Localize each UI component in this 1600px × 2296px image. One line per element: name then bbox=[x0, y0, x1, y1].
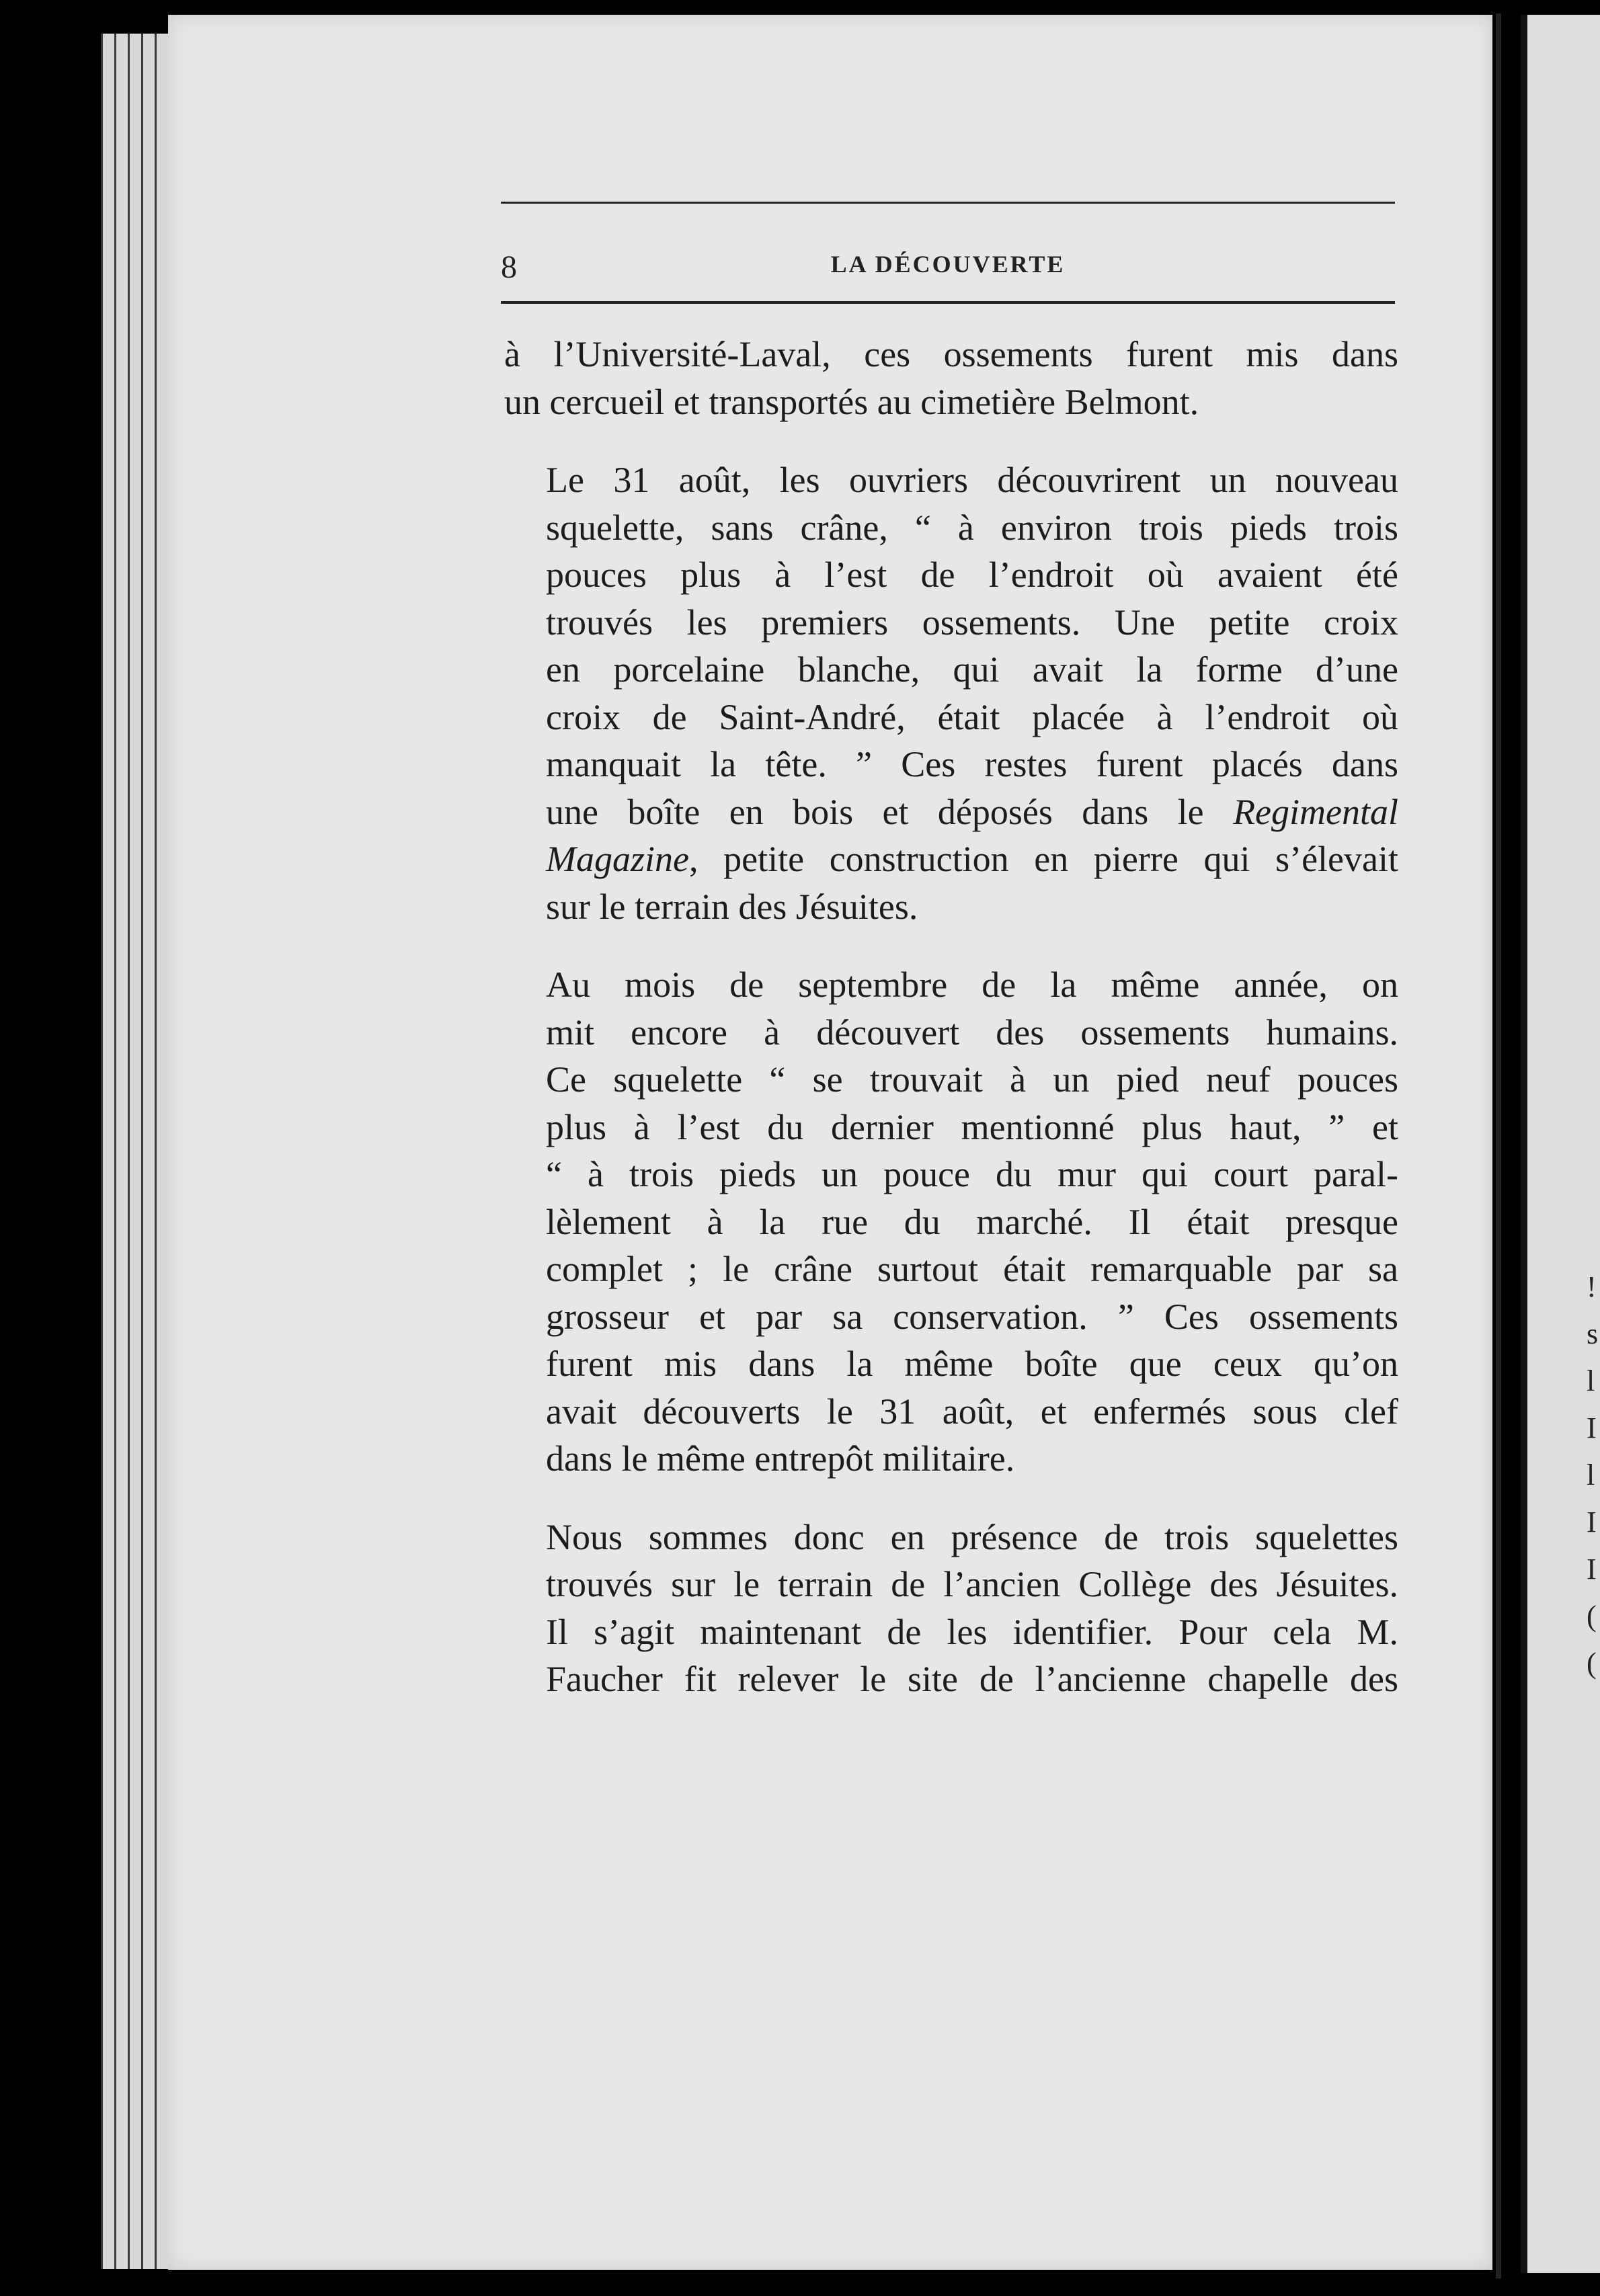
text-line: mit encore à découvert des ossements humains. bbox=[546, 1012, 1398, 1053]
text-line: trouvés les premiers ossements. Une petite croix bbox=[546, 602, 1398, 643]
text-line bbox=[504, 788, 1398, 836]
paragraph bbox=[504, 1514, 1398, 1703]
body-text bbox=[504, 331, 1398, 1703]
glyph: l bbox=[1587, 1364, 1595, 1397]
text-line: sur le terrain des Jésuites. bbox=[546, 886, 918, 927]
text-line: Il s’agit maintenant de les identifier. Pour cela M. bbox=[546, 1611, 1398, 1652]
paragraph bbox=[504, 961, 1398, 1483]
text-line: avait découverts le 31 août, et enfermés sous clef bbox=[546, 1391, 1398, 1432]
text-line: grosseur et par sa conservation. ” Ces ossements bbox=[546, 1296, 1398, 1337]
text-line: dans le même entrepôt militaire. bbox=[546, 1438, 1015, 1479]
italic-term: Regimental bbox=[1233, 791, 1398, 832]
text-line: squelette, sans crâne, “ à environ trois pieds trois bbox=[546, 507, 1398, 548]
text-line: furent mis dans la même boîte que ceux qu’on bbox=[546, 1344, 1398, 1384]
text-line: trouvés sur le terrain de l’ancien Collège des Jésuites. bbox=[546, 1564, 1398, 1604]
text-line: à l’Université-Laval, ces ossements furent mis dans bbox=[504, 334, 1398, 374]
text-line: complet ; le crâne surtout était remarquable par sa bbox=[546, 1249, 1398, 1289]
glyph: I bbox=[1587, 1553, 1597, 1586]
glyph: I bbox=[1587, 1506, 1597, 1539]
glyph: ( bbox=[1587, 1600, 1597, 1633]
text-line: Au mois de septembre de la même année, on bbox=[546, 965, 1398, 1005]
text-line: croix de Saint-André, était placée à l’endroit où bbox=[546, 696, 1398, 737]
italic-term: Magazine bbox=[546, 839, 689, 879]
text-line: manquait la tête. ” Ces restes furent placés dans bbox=[546, 744, 1398, 784]
text-line: un cercueil et transportés au cimetière Belmont. bbox=[504, 381, 1199, 422]
text-line: pouces plus à l’est de l’endroit où avaient été bbox=[546, 555, 1398, 595]
text-line: plus à l’est du dernier mentionné plus haut, ” et bbox=[546, 1106, 1398, 1147]
text-line: Nous sommes donc en présence de trois squelettes bbox=[546, 1516, 1398, 1557]
text-line bbox=[504, 835, 1398, 883]
header-rule-top bbox=[501, 202, 1395, 204]
text-fragment: , petite construction en pierre qui s’élevait bbox=[688, 839, 1398, 879]
glyph: s bbox=[1587, 1317, 1599, 1350]
page-gutter bbox=[1496, 13, 1501, 2279]
text-line: Ce squelette “ se trouvait à un pied neuf pouces bbox=[546, 1059, 1398, 1100]
page-number: 8 bbox=[501, 249, 517, 285]
paragraph bbox=[504, 456, 1398, 930]
text-fragment: une boîte en bois et déposés dans le bbox=[546, 791, 1204, 832]
header-rule-bottom bbox=[501, 301, 1395, 304]
facing-page-text-fragments bbox=[1587, 1264, 1600, 1687]
facing-page-edge bbox=[1521, 15, 1600, 2273]
text-line: “ à trois pieds un pouce du mur qui court paral- bbox=[546, 1154, 1398, 1194]
text-line: lèlement à la rue du marché. Il était presque bbox=[546, 1201, 1398, 1242]
glyph: l bbox=[1587, 1459, 1595, 1491]
paragraph bbox=[504, 331, 1398, 425]
text-line: Le 31 août, les ouvriers découvrirent un nouveau bbox=[546, 460, 1398, 500]
glyph: ! bbox=[1587, 1270, 1597, 1303]
glyph: I bbox=[1587, 1411, 1597, 1444]
glyph: ( bbox=[1587, 1647, 1597, 1680]
running-title: LA DÉCOUVERTE bbox=[830, 251, 1066, 278]
text-line: en porcelaine blanche, qui avait la forme d’une bbox=[546, 649, 1398, 690]
text-line: Faucher fit relever le site de l’ancienne chapelle des bbox=[546, 1659, 1398, 1699]
page-header bbox=[501, 202, 1395, 309]
